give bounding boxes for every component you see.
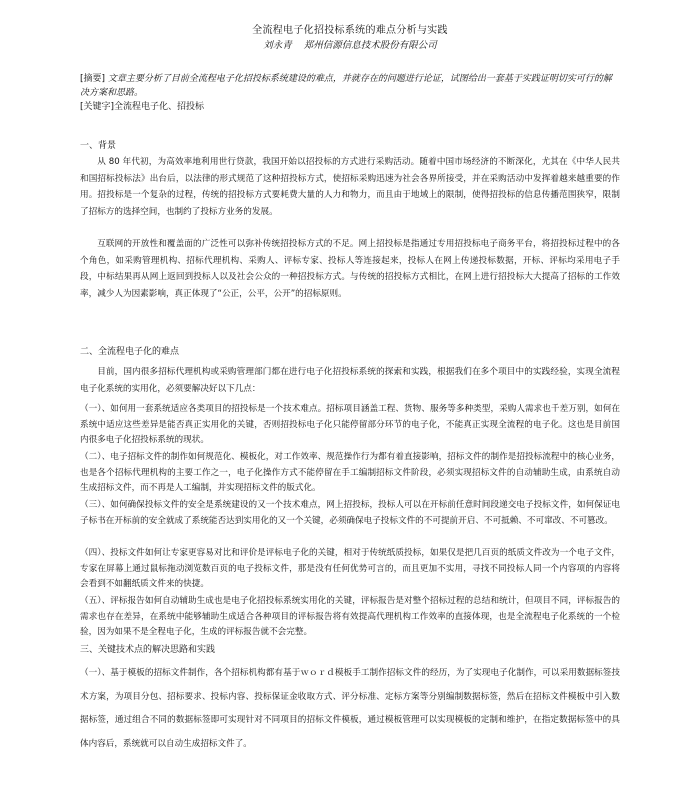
- author-affiliation: 郑州信源信息技术股份有限公司: [303, 40, 437, 51]
- difficulty-item-4: （四）、投标文件如何让专家更容易对比和评价是评标电子化的关键，相对于传统纸质投标，如果仅是把几百页的纸质文件改为一个电子文件，专家在屏幕上通过鼠标拖动浏览数百页的电子投标文件，那是没有任何优势可言的，而且更加不实用，寻找不同投标人同一个内容项的内容将会看到不如翻纸质文件来的快捷。: [80, 548, 620, 589]
- difficulty-item-5: （五）、评标报告如何自动辅助生成也是电子化招投标系统实用化的关键，评标报告是对整个招标过程的总结和统计，但项目不同，评标报告的需求也存在差异，在系统中能够辅助生成适合各种项目的评标报告将有效提高代理机构工作效率的直接体现，也是全流程电子化系统的一个检验，因为如果不是全程电子化，生成的评标报告就不会完整。: [80, 596, 620, 637]
- difficulty-item-2: （二）、电子招标文件的制作如何规范化、模板化，对工作效率、规范操作行为都有着直接影响，招标文件的制作是招投标流程中的核心业务，也是各个招标代理机构的主要工作之一，电子化操作方式不能停留在手工编制招标文件阶段，必须实现招标文件的自动辅助生成，由系统自动生成招标文件，而不再是人工编制，并实现招标文件的版式化。: [80, 452, 620, 493]
- difficulty-item-3: （三）、如何确保投标文件的安全是系统建设的又一个技术难点，网上招投标，投标人可以在开标前任意时间段递交电子投标文件，如何保证电子标书在开标前的安全就成了系统能否达到实用化的又一个关键，必须确保电子投标文件的不可提前开启、不可抵赖、不可窜改、不可篡改。: [80, 500, 620, 526]
- section-heading-difficulties: 二、全流程电子化的难点: [80, 347, 180, 357]
- keywords-text: 全流程电子化、招投标: [114, 102, 205, 112]
- author-name: 刘永青: [263, 40, 292, 51]
- keywords: [80, 100, 620, 114]
- keywords-label: [关键字]: [80, 102, 115, 112]
- section-heading-solutions: 三、关键技术点的解决思路和实践: [80, 645, 216, 655]
- section-heading-background: 一、背景: [80, 141, 117, 151]
- background-paragraph-1: 从 80 年代初，为高效率地利用世行贷款，我国开始以招投标的方式进行采购活动。随着中国市场经济的不断深化，尤其在《中华人民共和国招标投标法》出台后，以法律的形式规范了这种招投标方式，使招标采购迅速为社会各界所接受，并在采购活动中发挥着越来越重要的作用。招投标是一个复杂的过程，传统的招投标方式要耗费大量的人力和物力，而且由于地域上的限制，使得招投标的信息传播范围狭窄，限制了招标方的选择空间，也制约了投标方业务的发展。: [80, 157, 620, 217]
- document-title: 全流程电子化招投标系统的难点分析与实践: [252, 25, 448, 36]
- abstract-label: [摘要]: [80, 74, 106, 84]
- difficulty-item-1: （一）、如何用一套系统适应各类项目的招投标是一个技术难点。招标项目涵盖工程、货物、服务等多种类型，采购人需求也千差万别，如何在系统中适应这些差异是能否真正实用化的关键，否则招投标电子化只能停留部分环节的电子化，不能真正实现全流程的电子化。这也是目前国内很多电子化招投标系统的现状。: [80, 404, 620, 445]
- difficulties-intro: 目前，国内很多招标代理机构或采购管理部门都在进行电子化招投标系统的探索和实践，根据我们在多个项目中的实践经验，实现全流程电子化系统的实用化，必须要解决好以下几点：: [80, 367, 620, 394]
- author-line: [0, 40, 700, 52]
- background-paragraph-2: 互联网的开放性和覆盖面的广泛性可以弥补传统招投标方式的不足。网上招投标是指通过专用招投标电子商务平台，将招投标过程中的各个角色，如采购管理机构、招标代理机构、采购人、评标专家、投标人等连接起来，投标人在网上传递投标数据，开标、评标均采用电子手段，中标结果再从网上返回到投标人以及社会公众的一种招投标方式。与传统的招投标方式相比，在网上进行招投标大大提高了招标的工作效率，减少人为因素影响，真正体现了“公正，公平，公开”的招标原则。: [80, 239, 620, 299]
- abstract-text: 文章主要分析了目前全流程电子化招投标系统建设的难点，并就存在的问题进行论证，试图给出一套基于实践证明切实可行的解决方案和思路。: [80, 74, 612, 98]
- solution-item-1: （一）、基于模板的招标文件制作，各个招标机构都有基于ｗｏｒｄ模板手工制作招标文件的经历，为了实现电子化制作，可以采用数据标签技术方案，为项目分包、招标要求、投标内容、投标保证金收取方式、评分标准、定标方案等分别编制数据标签，然后在招标文件模板中引入数据标签，通过组合不同的数据标签即可实现针对不同项目的招标文件模板，通过模板管理可以实现模板的定制和维护，在指定数据标签中的具体内容后，系统就可以自动生成招标文件了。: [80, 668, 620, 749]
- abstract: [80, 72, 620, 100]
